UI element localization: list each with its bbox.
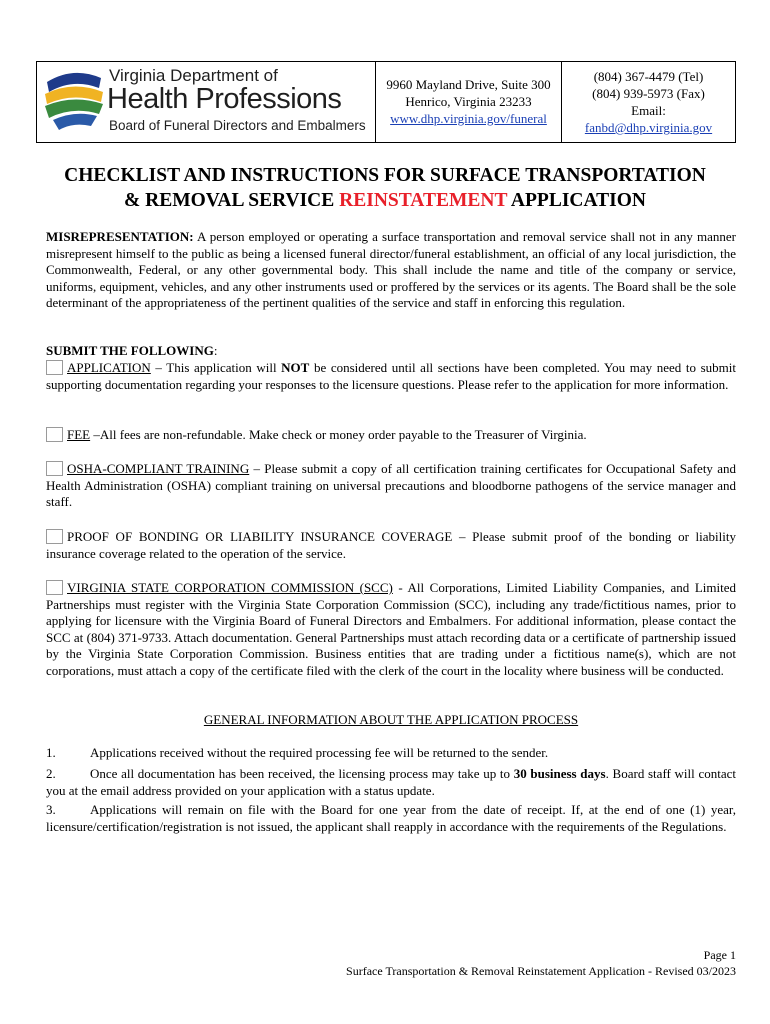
general-item-3 [46, 802, 736, 835]
item-text: – Please submit proof of the bonding or liability insurance coverage related to the operation of the service. [46, 529, 736, 561]
misrep-text: A person employed or operating a surface transportation and removal service shall not in any manner misrepresent himself to the public as being a licensed funeral director/funeral establishment, an official of any local jurisdiction, the Commonwealth, Federal, or any other governmental body. This shall include the name and title of the company or service, uniforms, equipment, vehicles, and any other instruments used or proffered by the services or its agents. The Board shall be the sole determinant of the appropriateness of the pertinent qualities of the service and staff in enforcing this regulation. [46, 229, 736, 311]
revision-note: Surface Transportation & Removal Reinstatement Application - Revised 03/2023 [346, 964, 736, 978]
item-text-2: be considered until all sections have been completed. You may need to submit supporting documentation regarding your responses to the licensure questions. Please refer to the application for more information. [46, 360, 736, 392]
item-text: Applications will remain on file with the Board for one year from the date of receipt. If, at the end of one (1) year, licensure/certification/registration is not issued, the applicant shall reapply in accordance with the requirements of the Regulations. [46, 802, 736, 834]
checklist-item-fee [46, 427, 736, 444]
submit-heading [46, 343, 736, 360]
email-link[interactable]: fanbd@dhp.virginia.gov [584, 120, 713, 135]
title-line2-pre: & REMOVAL SERVICE [124, 190, 340, 211]
checkbox[interactable] [46, 580, 63, 595]
logo-line2: Health Professions [107, 83, 342, 115]
submit-heading-text: SUBMIT THE FOLLOWING [46, 343, 214, 358]
title-line1: CHECKLIST AND INSTRUCTIONS FOR SURFACE TRANSPORTATION [64, 165, 706, 186]
item-bold: 30 business days [513, 766, 606, 781]
item-number: 1. [46, 745, 56, 760]
logo-block [37, 62, 376, 142]
phone-fax: (804) 939-5973 (Fax) [592, 86, 705, 101]
page-number: Page 1 [703, 948, 736, 962]
address-line2: Henrico, Virginia 23233 [405, 94, 532, 109]
checkbox[interactable] [46, 529, 63, 544]
checklist-item-osha [46, 461, 736, 511]
checkbox[interactable] [46, 427, 63, 442]
title-line2 [30, 188, 740, 213]
page-title [30, 163, 740, 213]
checklist-item-scc [46, 580, 736, 680]
item-number: 2. [46, 766, 56, 781]
general-heading-text: GENERAL INFORMATION ABOUT THE APPLICATION PROCESS [203, 712, 579, 727]
logo-line3: Board of Funeral Directors and Embalmers [109, 118, 366, 133]
email-label: Email: [631, 103, 666, 118]
item-number: 3. [46, 802, 56, 817]
item-label: APPLICATION [67, 360, 151, 375]
phone-tel: (804) 367-4479 (Tel) [593, 69, 704, 84]
logo-line1: Virginia Department of [109, 66, 278, 85]
page-footer [346, 947, 736, 979]
item-label: OSHA-COMPLIANT TRAINING [67, 461, 250, 476]
item-text: – Please submit a copy of all certification training certificates for Occupational Safety and Health Administration (OSHA) compliant training on universal precautions and bloodborne pathogens of the service manager and staff. [46, 461, 736, 510]
general-item-1 [46, 745, 736, 762]
submit-heading-colon: : [213, 343, 218, 358]
general-info-heading [46, 712, 736, 729]
misrepresentation-paragraph [46, 229, 736, 312]
checkbox[interactable] [46, 461, 63, 476]
item-bold: NOT [281, 360, 310, 375]
address-block [376, 62, 562, 142]
item-text-2: . Board staff will contact you at the email address provided on your application with a status update. [46, 766, 736, 798]
misrep-label: MISREPRESENTATION: [46, 229, 194, 244]
website-link[interactable]: www.dhp.virginia.gov/funeral [390, 111, 547, 126]
item-text: Once all documentation has been received, the licensing process may take up to [90, 766, 514, 781]
item-label: PROOF OF BONDING OR LIABILITY INSURANCE COVERAGE [67, 529, 453, 544]
address-line1: 9960 Mayland Drive, Suite 300 [386, 77, 551, 92]
item-text: –All fees are non-refundable. Make check or money order payable to the Treasurer of Virginia. [90, 427, 587, 442]
checklist-item-bonding [46, 529, 736, 562]
item-label: VIRGINIA STATE CORPORATION COMMISSION (SCC) [67, 580, 393, 595]
checklist-item-application [46, 360, 736, 393]
general-item-2 [46, 766, 736, 799]
title-line2-post: APPLICATION [507, 190, 646, 211]
item-text: – This application will [150, 360, 282, 375]
item-text: Applications received without the required processing fee will be returned to the sender. [90, 745, 549, 760]
checkbox[interactable] [46, 360, 63, 375]
contact-block [562, 62, 735, 142]
letterhead [36, 61, 736, 143]
item-text: - All Corporations, Limited Liability Companies, and Limited Partnerships must register with the Virginia State Corporation Commission (SCC), including any trade/fictitious names, prior to applying for licensure with the Virginia Board of Funeral Directors and Embalmers. For additional information, please contact the SCC at (804) 371-9733. Attach documentation. General Partnerships must attach recording data or a certificate of partnership issued by the Virginia State Corporation Commission. Business entities that are trading under a fictitious name(s), which are not corporations, must attach a copy of the certificate filed with the clerk of the court in the locality where business will be conducted. [46, 580, 736, 678]
title-reinstatement: REINSTATEMENT [339, 190, 508, 211]
dhp-logo-icon [43, 68, 105, 134]
item-label: FEE [67, 427, 91, 442]
